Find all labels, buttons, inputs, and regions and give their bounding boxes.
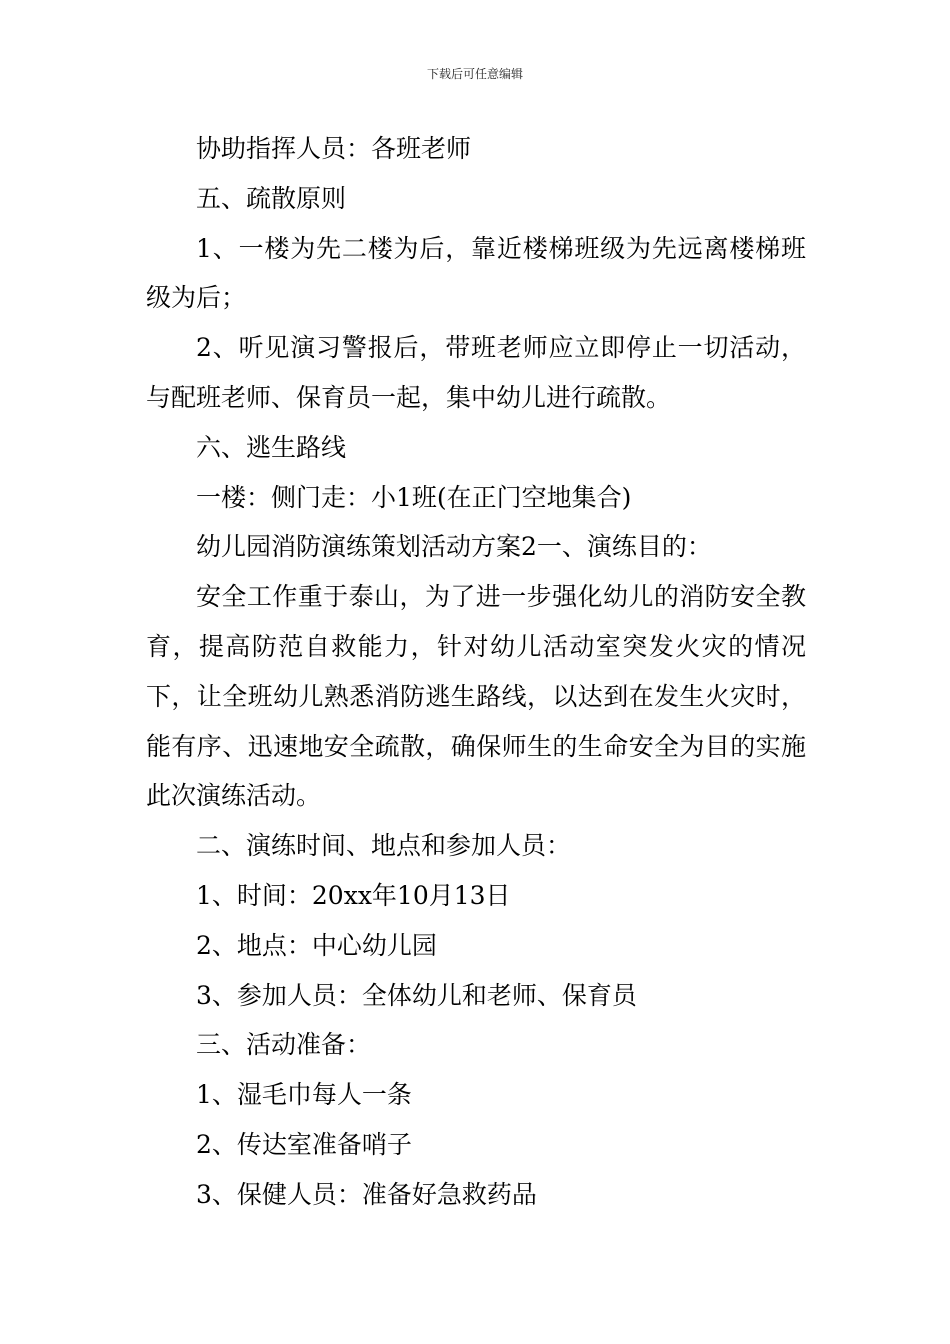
paragraph-prep-towel: 1、湿毛巾每人一条 xyxy=(196,1080,412,1110)
paragraph-prep-medicine: 3、保健人员：准备好急救药品 xyxy=(196,1179,537,1209)
paragraph-purpose: 安全工作重于泰山，为了进一步强化幼儿的消防安全教育，提高防范自救能力，针对幼儿活动室突发火灾的情况下，让全班幼儿熟悉消防逃生路线，以达到在发生火灾时，能有序、迅速地安全疏散，确保师生的生命安全为目的实施此次演练活动。 xyxy=(146,582,806,811)
paragraph-first-floor-route: 一楼：侧门走：小1班(在正门空地集合) xyxy=(196,482,632,512)
heading-plan-2-purpose: 幼儿园消防演练策划活动方案2一、演练目的： xyxy=(196,532,712,562)
paragraph-participants: 3、参加人员：全体幼儿和老师、保育员 xyxy=(196,980,637,1010)
paragraph-prep-whistle: 2、传达室准备哨子 xyxy=(196,1129,412,1159)
page-header: 下载后可任意编辑 xyxy=(426,67,523,81)
heading-time-place-participants: 二、演练时间、地点和参加人员： xyxy=(196,831,572,861)
heading-preparation: 三、活动准备： xyxy=(196,1030,372,1060)
paragraph-principle-1: 1、一楼为先二楼为后，靠近楼梯班级为先远离楼梯班级为后； xyxy=(146,233,806,313)
heading-escape-routes: 六、逃生路线 xyxy=(196,432,347,462)
heading-evacuation-principles: 五、疏散原则 xyxy=(196,183,347,213)
paragraph-assist-commanders: 协助指挥人员：各班老师 xyxy=(196,134,472,163)
document-body xyxy=(146,124,806,1220)
paragraph-principle-2: 2、听见演习警报后，带班老师应立即停止一切活动，与配班老师、保育员一起，集中幼儿进行疏散。 xyxy=(146,333,806,412)
paragraph-place: 2、地点：中心幼儿园 xyxy=(196,930,437,960)
paragraph-time: 1、时间：20xx年10月13日 xyxy=(196,880,511,910)
